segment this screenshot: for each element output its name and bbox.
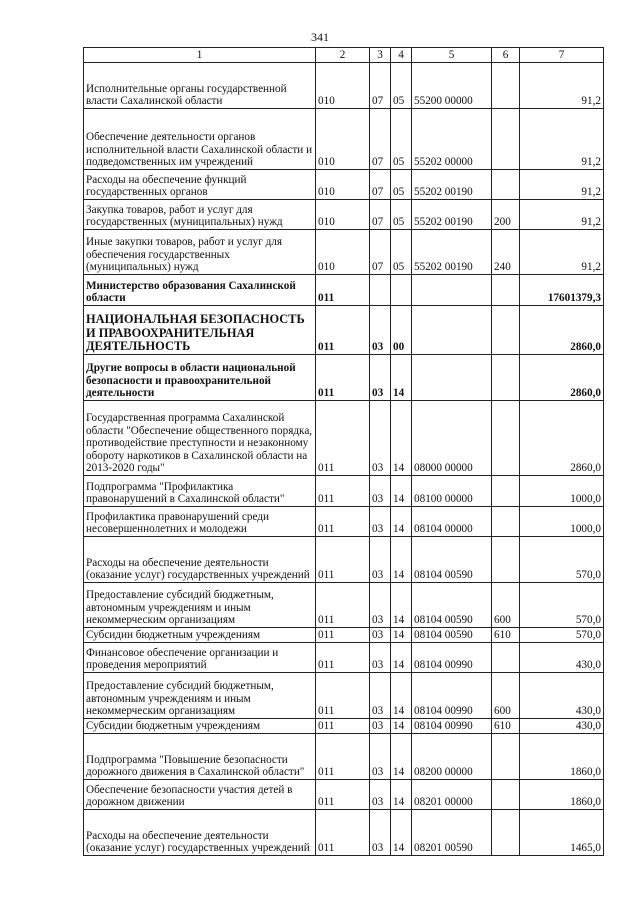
cell-code-6 xyxy=(492,306,520,355)
row-name: Предоставление субсидий бюджетным, автономным учреждениям и иным некоммерческим организациям xyxy=(84,673,316,719)
column-header: 6 xyxy=(492,48,520,63)
cell-code-5: 08100 00000 xyxy=(412,476,492,507)
table-row xyxy=(84,643,604,673)
cell-code-5: 08104 00990 xyxy=(412,673,492,719)
cell-code-3: 03 xyxy=(370,628,391,643)
cell-amount: 91,2 xyxy=(520,170,604,200)
cell-code-5: 55202 00190 xyxy=(412,170,492,200)
cell-code-2: 011 xyxy=(316,643,370,673)
cell-code-4: 14 xyxy=(391,810,412,856)
cell-amount: 430,0 xyxy=(520,643,604,673)
row-name: Иные закупки товаров, работ и услуг для обеспечения государственных (муниципальных) нужд xyxy=(84,230,316,275)
row-name: Профилактика правонарушений среди несовершеннолетних и молодежи xyxy=(84,507,316,537)
cell-code-5: 08104 00990 xyxy=(412,643,492,673)
cell-code-5: 08201 00000 xyxy=(412,780,492,810)
cell-code-6 xyxy=(492,476,520,507)
cell-code-6: 610 xyxy=(492,719,520,734)
cell-amount: 430,0 xyxy=(520,673,604,719)
table-row xyxy=(84,230,604,275)
cell-code-6: 600 xyxy=(492,673,520,719)
cell-code-4: 14 xyxy=(391,583,412,628)
cell-code-4: 14 xyxy=(391,537,412,583)
cell-code-6 xyxy=(492,170,520,200)
table-header-row xyxy=(84,48,604,63)
cell-code-5 xyxy=(412,275,492,306)
cell-code-6 xyxy=(492,401,520,476)
table-row xyxy=(84,537,604,583)
row-name: Расходы на обеспечение функций государственных органов xyxy=(84,170,316,200)
cell-amount: 2860,0 xyxy=(520,355,604,401)
cell-code-6 xyxy=(492,810,520,856)
cell-code-6 xyxy=(492,537,520,583)
cell-code-2: 011 xyxy=(316,275,370,306)
cell-amount: 91,2 xyxy=(520,230,604,275)
cell-code-5 xyxy=(412,306,492,355)
cell-code-2: 010 xyxy=(316,200,370,230)
column-header: 2 xyxy=(316,48,370,63)
cell-code-4 xyxy=(391,275,412,306)
cell-code-2: 011 xyxy=(316,401,370,476)
cell-code-2: 011 xyxy=(316,306,370,355)
cell-code-3: 03 xyxy=(370,810,391,856)
row-name: Субсидии бюджетным учреждениям xyxy=(84,719,316,734)
cell-code-5: 08000 00000 xyxy=(412,401,492,476)
cell-code-3: 07 xyxy=(370,230,391,275)
cell-code-3: 03 xyxy=(370,537,391,583)
cell-amount: 17601379,3 xyxy=(520,275,604,306)
cell-code-6: 600 xyxy=(492,583,520,628)
cell-code-2: 011 xyxy=(316,537,370,583)
table-row xyxy=(84,200,604,230)
cell-code-4: 05 xyxy=(391,230,412,275)
cell-code-4: 14 xyxy=(391,780,412,810)
table-row xyxy=(84,673,604,719)
cell-code-3: 03 xyxy=(370,583,391,628)
cell-code-6 xyxy=(492,780,520,810)
row-name: Государственная программа Сахалинской области "Обеспечение общественного порядка, противодействие преступности и незаконному обороту наркотиков в Сахалинской области на 2013-2020 годы" xyxy=(84,401,316,476)
cell-code-3: 07 xyxy=(370,170,391,200)
cell-code-5: 08104 00590 xyxy=(412,537,492,583)
row-name: Обеспечение безопасности участия детей в дорожном движении xyxy=(84,780,316,810)
table-row xyxy=(84,109,604,170)
cell-code-5: 55200 00000 xyxy=(412,63,492,109)
cell-code-5: 08104 00590 xyxy=(412,583,492,628)
table-row xyxy=(84,734,604,780)
cell-code-4: 14 xyxy=(391,355,412,401)
cell-code-6 xyxy=(492,109,520,170)
row-name: Предоставление субсидий бюджетным, автономным учреждениям и иным некоммерческим организациям xyxy=(84,583,316,628)
table-row xyxy=(84,628,604,643)
column-header: 4 xyxy=(391,48,412,63)
cell-amount: 1860,0 xyxy=(520,780,604,810)
cell-code-6 xyxy=(492,355,520,401)
cell-code-3: 07 xyxy=(370,63,391,109)
cell-code-3: 03 xyxy=(370,476,391,507)
cell-code-2: 011 xyxy=(316,719,370,734)
cell-code-3: 03 xyxy=(370,401,391,476)
cell-code-2: 011 xyxy=(316,583,370,628)
cell-code-2: 011 xyxy=(316,476,370,507)
cell-amount: 430,0 xyxy=(520,719,604,734)
cell-amount: 2860,0 xyxy=(520,306,604,355)
cell-code-3: 03 xyxy=(370,673,391,719)
cell-code-4: 14 xyxy=(391,507,412,537)
table-row xyxy=(84,63,604,109)
budget-table xyxy=(83,47,604,856)
cell-code-4: 14 xyxy=(391,401,412,476)
cell-code-5: 55202 00190 xyxy=(412,200,492,230)
table-row xyxy=(84,401,604,476)
page-number: 341 xyxy=(311,30,329,44)
column-header: 5 xyxy=(412,48,492,63)
cell-amount: 91,2 xyxy=(520,109,604,170)
cell-code-3: 03 xyxy=(370,719,391,734)
column-header: 7 xyxy=(520,48,604,63)
cell-code-5: 08104 00590 xyxy=(412,628,492,643)
cell-code-4: 05 xyxy=(391,63,412,109)
cell-amount: 91,2 xyxy=(520,63,604,109)
table-row xyxy=(84,355,604,401)
row-name: Подпрограмма "Профилактика правонарушений в Сахалинской области" xyxy=(84,476,316,507)
column-header: 3 xyxy=(370,48,391,63)
row-name: Подпрограмма "Повышение безопасности дорожного движения в Сахалинской области" xyxy=(84,734,316,780)
table-row xyxy=(84,275,604,306)
cell-amount: 1860,0 xyxy=(520,734,604,780)
cell-code-3: 07 xyxy=(370,200,391,230)
row-name: Исполнительные органы государственной власти Сахалинской области xyxy=(84,63,316,109)
cell-amount: 570,0 xyxy=(520,583,604,628)
cell-code-5: 08104 00000 xyxy=(412,507,492,537)
row-name: Закупка товаров, работ и услуг для государственных (муниципальных) нужд xyxy=(84,200,316,230)
cell-amount: 570,0 xyxy=(520,628,604,643)
cell-code-2: 011 xyxy=(316,355,370,401)
cell-code-4: 14 xyxy=(391,673,412,719)
table-row xyxy=(84,719,604,734)
cell-code-6: 240 xyxy=(492,230,520,275)
row-name: Обеспечение деятельности органов исполнительной власти Сахалинской области и подведомственных им учреждений xyxy=(84,109,316,170)
cell-code-4: 05 xyxy=(391,200,412,230)
cell-code-4: 14 xyxy=(391,476,412,507)
cell-code-5: 08200 00000 xyxy=(412,734,492,780)
table-row xyxy=(84,170,604,200)
cell-amount: 1000,0 xyxy=(520,476,604,507)
cell-code-4: 14 xyxy=(391,628,412,643)
row-name: Другие вопросы в области национальной безопасности и правоохранительной деятельности xyxy=(84,355,316,401)
cell-code-2: 010 xyxy=(316,63,370,109)
cell-code-4: 14 xyxy=(391,734,412,780)
row-name: Субсидии бюджетным учреждениям xyxy=(84,628,316,643)
cell-amount: 1465,0 xyxy=(520,810,604,856)
cell-code-3: 03 xyxy=(370,507,391,537)
cell-code-3: 03 xyxy=(370,355,391,401)
cell-code-3: 03 xyxy=(370,643,391,673)
cell-code-3: 07 xyxy=(370,109,391,170)
cell-code-2: 011 xyxy=(316,810,370,856)
cell-code-6: 610 xyxy=(492,628,520,643)
cell-code-6 xyxy=(492,734,520,780)
table-row xyxy=(84,507,604,537)
cell-code-3 xyxy=(370,275,391,306)
cell-code-2: 011 xyxy=(316,673,370,719)
cell-code-5: 55202 00190 xyxy=(412,230,492,275)
cell-code-2: 010 xyxy=(316,109,370,170)
row-name: Расходы на обеспечение деятельности (оказание услуг) государственных учреждений xyxy=(84,537,316,583)
cell-code-5: 55202 00000 xyxy=(412,109,492,170)
row-name: НАЦИОНАЛЬНАЯ БЕЗОПАСНОСТЬ И ПРАВООХРАНИТЕЛЬНАЯ ДЕЯТЕЛЬНОСТЬ xyxy=(84,306,316,355)
row-name: Финансовое обеспечение организации и проведения мероприятий xyxy=(84,643,316,673)
cell-code-2: 011 xyxy=(316,628,370,643)
cell-code-4: 05 xyxy=(391,170,412,200)
table-row xyxy=(84,476,604,507)
table-row xyxy=(84,810,604,856)
cell-code-3: 03 xyxy=(370,306,391,355)
cell-code-6 xyxy=(492,63,520,109)
cell-code-5: 08104 00990 xyxy=(412,719,492,734)
cell-code-3: 03 xyxy=(370,734,391,780)
table-row xyxy=(84,306,604,355)
cell-amount: 2860,0 xyxy=(520,401,604,476)
column-header: 1 xyxy=(84,48,316,63)
cell-code-4: 14 xyxy=(391,643,412,673)
cell-amount: 91,2 xyxy=(520,200,604,230)
cell-code-2: 010 xyxy=(316,170,370,200)
cell-code-2: 011 xyxy=(316,507,370,537)
cell-code-4: 05 xyxy=(391,109,412,170)
cell-code-2: 010 xyxy=(316,230,370,275)
table-row xyxy=(84,583,604,628)
cell-code-6 xyxy=(492,643,520,673)
cell-code-5 xyxy=(412,355,492,401)
cell-code-6: 200 xyxy=(492,200,520,230)
row-name: Расходы на обеспечение деятельности (оказание услуг) государственных учреждений xyxy=(84,810,316,856)
cell-amount: 570,0 xyxy=(520,537,604,583)
cell-code-4: 14 xyxy=(391,719,412,734)
cell-code-6 xyxy=(492,275,520,306)
cell-code-3: 03 xyxy=(370,780,391,810)
cell-code-5: 08201 00590 xyxy=(412,810,492,856)
table-row xyxy=(84,780,604,810)
cell-code-4: 00 xyxy=(391,306,412,355)
cell-code-2: 011 xyxy=(316,780,370,810)
cell-code-6 xyxy=(492,507,520,537)
cell-code-2: 011 xyxy=(316,734,370,780)
row-name: Министерство образования Сахалинской области xyxy=(84,275,316,306)
cell-amount: 1000,0 xyxy=(520,507,604,537)
